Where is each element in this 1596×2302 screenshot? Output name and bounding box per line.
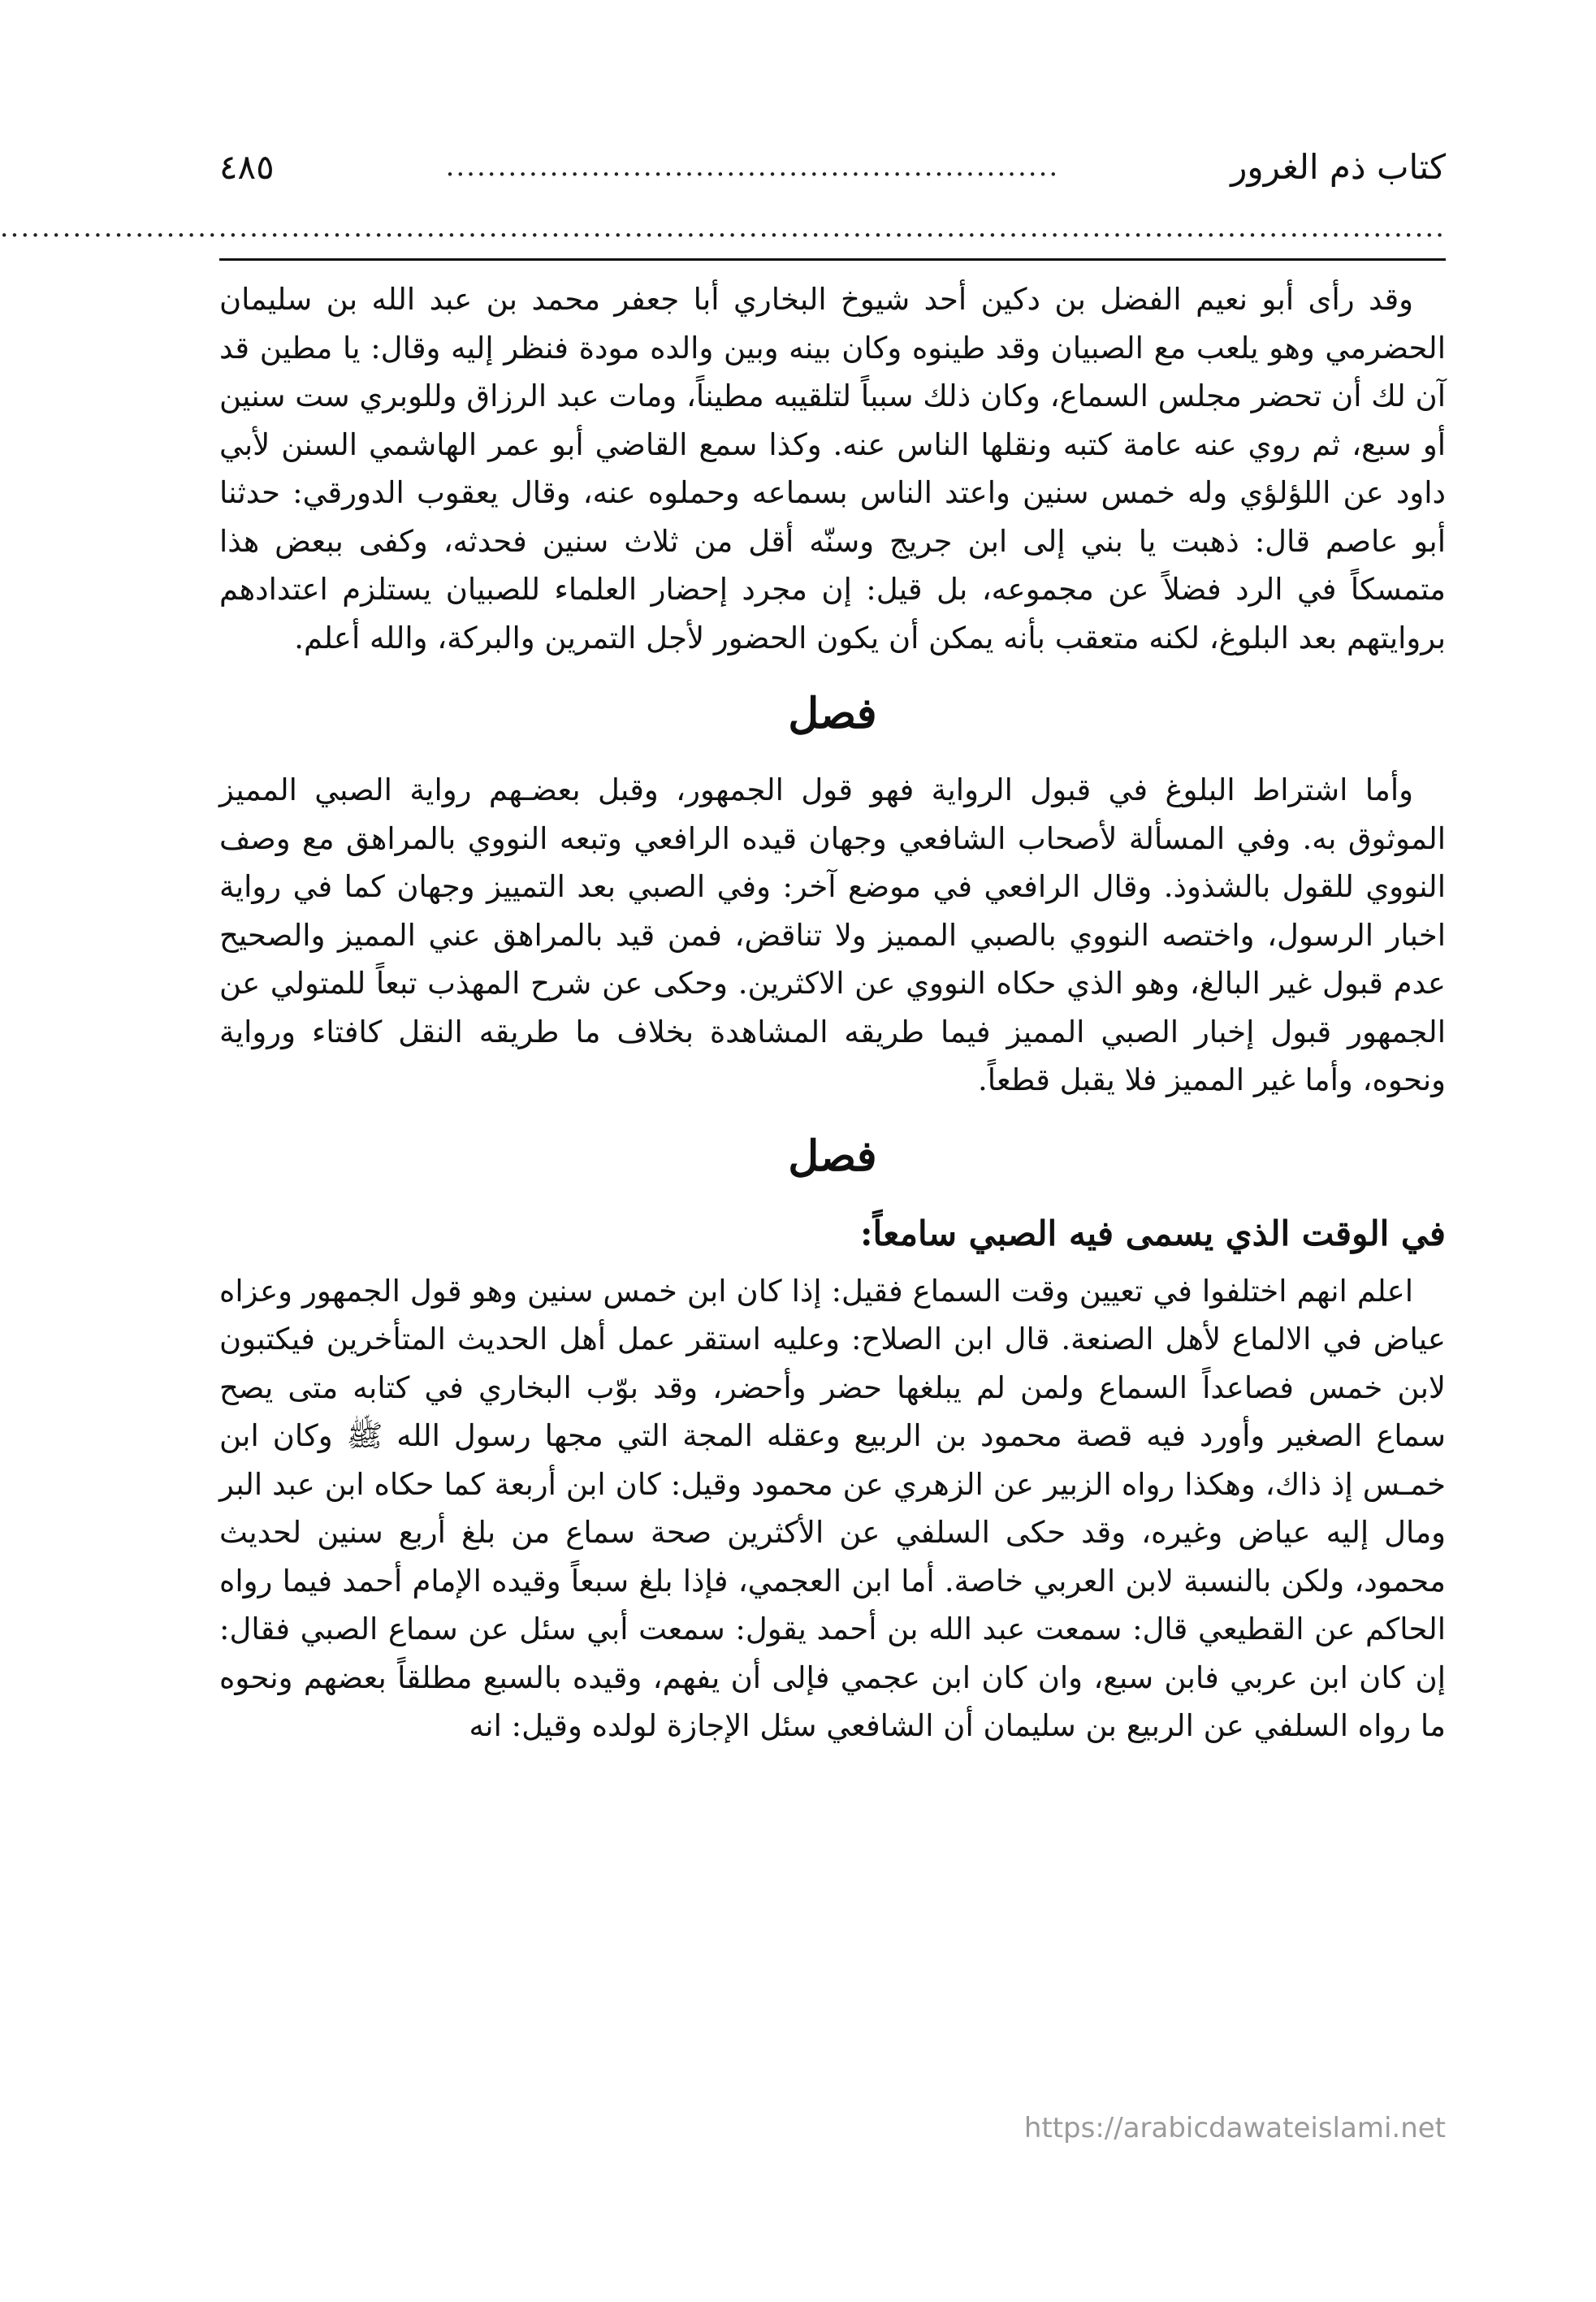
page-header [219,130,1446,203]
header-dotted-line: ........................................................................................................................................... [0,211,1446,244]
paragraph-section-1: وأما اشتراط البلوغ في قبول الرواية فهو قول الجمهور، وقبل بعضـهم رواية الصبي المميز الموثوق به. وفي المسألة لأصحاب الشافعي وجهان قيده الرافعي وتبعه النووي بالمراهق مع وصف النووي للقول بالشذوذ. وقال الرافعي في موضع آخر: وفي الصبي بعد التمييز وجهان كما في رواية اخبار الرسول، واختصه النووي بالصبي المميز ولا تناقض، فمن قيد بالمراهق عني المميز والصحيح عدم قبول غير البالغ، وهو الذي حكاه النووي عن الاكثرين. وحكى عن شرح المهذب تبعاً للمتولي عن الجمهور قبول إخبار الصبي المميز فيما طريقه المشاهدة بخلاف ما طريقه النقل كافتاء ورواية ونحوه، وأما غير المميز فلا يقبل قطعاً. [219,772,1446,1097]
header-rule [219,258,1446,261]
website-watermark: https://arabicdawateislami.net [1023,2112,1446,2144]
section-subheading-2: في الوقت الذي يسمى فيه الصبي سامعاً: [859,1213,1446,1253]
page-number: ٤٨٥ [219,146,275,187]
section-heading-2: فصل [788,1131,877,1181]
running-title: كتاب ذم الغرور [1231,146,1446,187]
paragraph-opening: وقد رأى أبو نعيم الفضل بن دكين أحد شيوخ البخاري أبا جعفر محمد بن عبد الله بن سليمان الحضرمي وهو يلعب مع الصبيان وقد طينوه وكان بينه وبين والده مودة فنظر إليه وقال: يا مطين قد آن لك أن تحضر مجلس السماع، وكان ذلك سبباً لتلقيبه مطيناً، ومات عبد الرزاق وللوبري ست سنين أو سبع، ثم روي عنه عامة كتبه ونقلها الناس عنه. وكذا سمع القاضي أبو عمر الهاشمي السنن لأبي داود عن اللؤلؤي وله خمس سنين واعتد الناس بسماعه وحملوه عنه، وقال يعقوب الدورقي: حدثنا أبو عاصم قال: ذهبت يا بني إلى ابن جريج وسنّه أقل من ثلاث سنين فحدثه، وكفى ببعض هذا متمسكاً في الرد فضلاً عن مجموعه، بل قيل: إن مجرد إحضار العلماء للصبيان يستلزم اعتدادهم بروايتهم بعد البلوغ، لكنه متعقب بأنه يمكن أن يكون الحضور لأجل التمرين والبركة، والله أعلم. [219,282,1446,656]
section-heading-1: فصل [788,689,877,738]
paragraph-section-2: اعلم انهم اختلفوا في تعيين وقت السماع فقيل: إذا كان ابن خمس سنين وهو قول الجمهور وعزاه عياض في الالماع لأهل الصنعة. قال ابن الصلاح: وعليه استقر عمل أهل الحديث المتأخرين فيكتبون لابن خمس فصاعداً السماع ولمن لم يبلغها حضر وأحضر، وقد بوّب البخاري في كتابه متى يصح سماع الصغير وأورد فيه قصة محمود بن الربيع وعقله المجة التي مجها رسول الله ﷺ وكان ابن خمـس إذ ذاك، وهكذا رواه الزبير عن الزهري عن محمود وقيل: كان ابن أربعة كما حكاه ابن عبد البر ومال إليه عياض وغيره، وقد حكى السلفي عن الأكثرين صحة سماع من بلغ أربع سنين لحديث محمود، ولكن بالنسبة لابن العربي خاصة. أما ابن العجمي، فإذا بلغ سبعاً وقيده الإمام أحمد فيما رواه الحاكم عن القطيعي قال: سمعت عبد الله بن أحمد يقول: سمعت أبي سئل عن سماع الصبي فقال: إن كان ابن عربي فابن سبع، وان كان ابن عجمي فإلى أن يفهم، وقيده بالسبع مطلقاً بعضهم ونحوه ما رواه السلفي عن الربيع بن سليمان أن الشافعي سئل الإجازة لولده وقيل: انه [219,1273,1446,1743]
book-page [0,130,1446,2161]
header-leader-dots: ........................................................... [445,150,1060,183]
